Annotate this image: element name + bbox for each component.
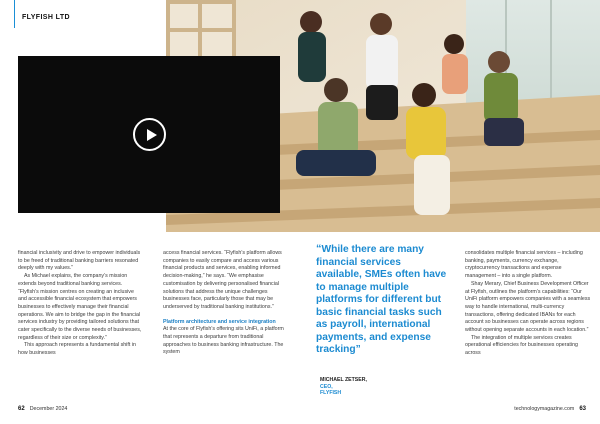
header-accent-bar xyxy=(14,0,15,28)
author-company: FLYFISH xyxy=(320,390,342,397)
pull-quote xyxy=(316,243,448,357)
paragraph: This approach represents a fundamental shift in how businesses xyxy=(18,342,136,357)
quote-attribution xyxy=(320,377,440,397)
text-column-4 xyxy=(465,250,591,358)
footer-right xyxy=(514,406,586,412)
brand-title: FLYFISH LTD xyxy=(22,14,70,21)
author-role: CEO, xyxy=(320,383,333,390)
quote-open-mark: “ xyxy=(316,243,322,255)
paragraph: consolidates multiple financial services – including banking, payments, currency exchange, cryptocurrency transactions and expense management – into a single platform. xyxy=(465,250,583,280)
paragraph: As Michael explains, the company’s mission extends beyond traditional banking services. “Flyfish’s mission centres on creating an inclusive and accessible financial ecosystem that empowers businesses to effectively manage their financial operations. We aim to bridge the gap in the financial services industry by providing tailored solutions that cater specifically to the diverse needs of businesses, regardless of their size or complexity.” xyxy=(18,273,142,341)
paragraph: financial inclusivity and drive to empower individuals to be freed of traditional banking barriers resonated deeply with my values.” xyxy=(18,250,141,272)
play-icon[interactable] xyxy=(133,118,166,151)
quote-text: While there are many financial services available, SMEs often have to manage multiple platforms for different but basic financial tasks such as payroll, international payments, and expense tracking xyxy=(316,244,447,355)
paragraph: The integration of multiple services creates operational efficiencies for businesses operating across xyxy=(465,334,578,357)
site-url: technologymagazine.com xyxy=(514,406,575,412)
issue-date: December 2024 xyxy=(29,406,68,412)
footer-left xyxy=(18,406,67,412)
page-number-left: 62 xyxy=(18,406,25,412)
section-subhead: Platform architecture and service integration xyxy=(163,318,276,325)
text-column-2 xyxy=(163,250,289,357)
video-player[interactable] xyxy=(18,56,280,213)
page-number-right: 63 xyxy=(579,406,586,412)
text-column-1 xyxy=(18,250,144,358)
author-name: MICHAEL ZETSER, xyxy=(320,377,367,383)
paragraph: Shay Merary, Chief Business Development Officer at Flyfish, outlines the platform’s capabilities: “Our UniFi platform empowers companies with a seamless way to handle international, multi-currency transactions, offering dedicated IBANs for each account so businesses can operate across regions without opening separate accounts in each location.” xyxy=(465,280,591,334)
paragraph: At the core of Flyfish’s offering sits UniFi, a platform that represents a departure from traditional approaches to business banking infrastructure. The system xyxy=(163,326,284,356)
quote-close-mark: ” xyxy=(355,344,361,355)
paragraph: access financial services. “Flyfish’s platform allows companies to easily compare and access various financial products and services, enabling informed decision-making,” he says. “We emphasise customisation by delivering personalised financial solutions that address the unique challenges businesses face, particularly those that may be underserved by traditional banking institutions.” xyxy=(163,250,282,310)
